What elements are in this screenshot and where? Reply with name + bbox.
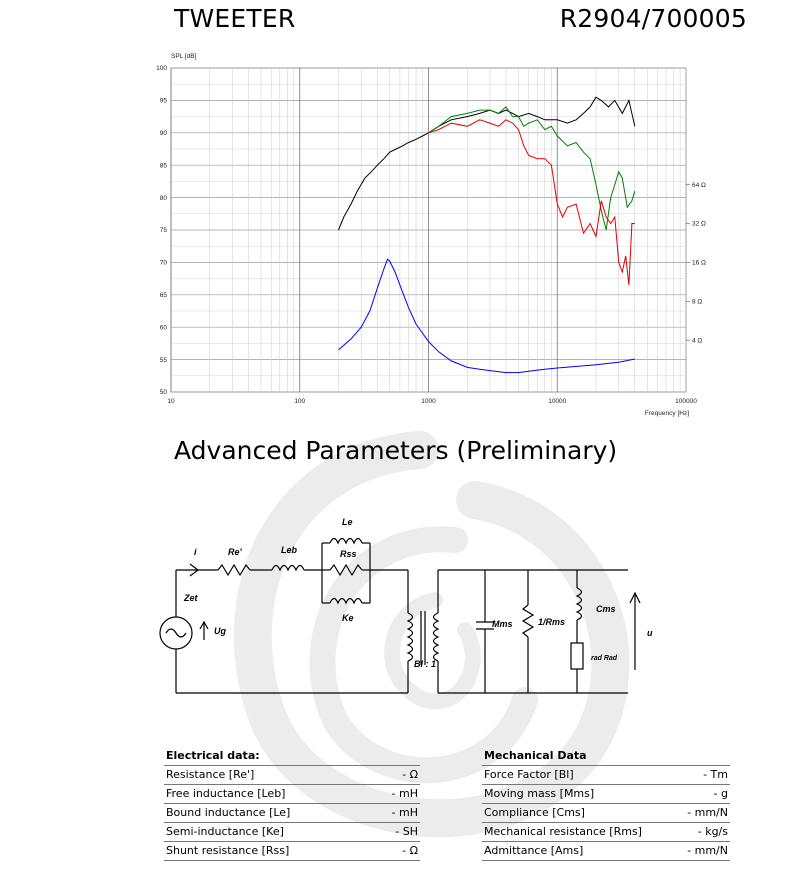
label-zet: Zet: [184, 593, 198, 603]
row-label: Force Factor [Bl]: [484, 768, 574, 781]
table-row: [164, 842, 420, 861]
row-label: Shunt resistance [Rss]: [166, 844, 290, 857]
row-label: Moving mass [Mms]: [484, 787, 595, 800]
y-axis-label: SPL [dB]: [171, 53, 197, 60]
table-row: [164, 804, 420, 823]
model-number: R2904/700005: [559, 4, 747, 33]
chart-grid: [171, 68, 686, 392]
x-tick-label: 100: [294, 398, 306, 405]
rms-resistor-icon: [523, 605, 533, 637]
section-heading: Advanced Parameters (Preliminary): [174, 436, 618, 465]
label-cms: Cms: [596, 604, 616, 614]
label-mms: Mms: [492, 619, 513, 629]
frequency-response-chart: [150, 47, 710, 422]
row-label: Semi-inductance [Ke]: [166, 825, 284, 838]
impedance-tick-labels: [686, 182, 706, 345]
label-le: Le: [342, 517, 353, 527]
y-tick-label: 55: [159, 356, 167, 364]
row-value: - Ω: [402, 768, 418, 781]
impedance-tick-label: 8 Ω: [692, 298, 703, 306]
table-row: [482, 785, 730, 804]
x-tick-label: 1000: [421, 398, 436, 405]
row-label: Mechanical resistance [Rms]: [484, 825, 642, 838]
label-leb: Leb: [281, 545, 298, 555]
impedance-tick-label: 4 Ω: [692, 337, 703, 345]
y-tick-label: 75: [159, 227, 167, 235]
electrical-data-table: [164, 748, 420, 861]
table-row: [164, 785, 420, 804]
y-tick-label: 65: [159, 292, 167, 299]
label-ug: Ug: [214, 626, 226, 636]
impedance-tick-label: 64 Ω: [692, 181, 706, 189]
label-ke: Ke: [342, 613, 354, 623]
table-row: [164, 823, 420, 842]
x-axis-label: Frequency [Hz]: [644, 410, 689, 417]
table-row: [482, 842, 730, 861]
mechanical-data-title: Mechanical Data: [482, 748, 730, 766]
le-inductor-icon: [330, 539, 362, 544]
x-tick-label: 10: [167, 398, 175, 405]
row-value: - SH: [395, 825, 418, 838]
label-bl: Bl : 1: [414, 659, 437, 669]
y-tick-label: 85: [159, 162, 167, 170]
label-u: u: [647, 628, 653, 638]
table-row: [482, 766, 730, 785]
row-value: - mH: [391, 806, 418, 819]
row-label: Admittance [Ams]: [484, 844, 584, 857]
leb-inductor-icon: [272, 566, 304, 571]
label-rms: 1/Rms: [538, 617, 566, 627]
y-tick-label: 90: [159, 130, 167, 137]
y-tick-label: 50: [159, 389, 167, 397]
x-tick-label: 10000: [548, 398, 567, 405]
transformer-icon: [408, 613, 413, 661]
row-value: - mm/N: [687, 844, 728, 857]
row-value: - mm/N: [687, 806, 728, 819]
label-re: Re': [228, 547, 242, 557]
row-label: Bound inductance [Le]: [166, 806, 291, 819]
re-resistor-icon: [218, 565, 250, 575]
label-i: i: [194, 547, 197, 557]
label-rad: rad Rad: [591, 655, 618, 662]
y-tick-label: 60: [159, 324, 167, 332]
electrical-data-title: Electrical data:: [164, 748, 420, 766]
cms-inductor-icon: [577, 588, 582, 620]
x-tick-labels: [167, 398, 697, 405]
mechanical-data-table: [482, 748, 730, 861]
row-label: Resistance [Re']: [166, 768, 255, 781]
rss-resistor-icon: [330, 565, 362, 575]
label-rss: Rss: [340, 549, 357, 559]
table-row: [482, 804, 730, 823]
row-value: - kg/s: [697, 825, 728, 838]
row-value: - Ω: [402, 844, 418, 857]
y-tick-label: 100: [156, 65, 167, 73]
table-row: [164, 766, 420, 785]
row-label: Compliance [Cms]: [484, 806, 585, 819]
row-value: - mH: [391, 787, 418, 800]
table-row: [482, 823, 730, 842]
y-tick-label: 80: [159, 194, 167, 202]
y-tick-label: 70: [159, 259, 167, 267]
page-title: TWEETER: [174, 4, 296, 33]
rad-resistor-icon: [571, 643, 583, 669]
row-value: - Tm: [703, 768, 728, 781]
y-tick-labels: [156, 65, 167, 396]
x-tick-label: 100000: [675, 398, 697, 405]
impedance-tick-label: 16 Ω: [692, 259, 706, 267]
impedance-tick-label: 32 Ω: [692, 220, 706, 228]
equivalent-circuit-diagram: [150, 505, 653, 705]
ke-inductor-icon: [330, 599, 362, 604]
row-value: - g: [713, 787, 728, 800]
row-label: Free inductance [Leb]: [166, 787, 286, 800]
y-tick-label: 95: [159, 97, 167, 105]
